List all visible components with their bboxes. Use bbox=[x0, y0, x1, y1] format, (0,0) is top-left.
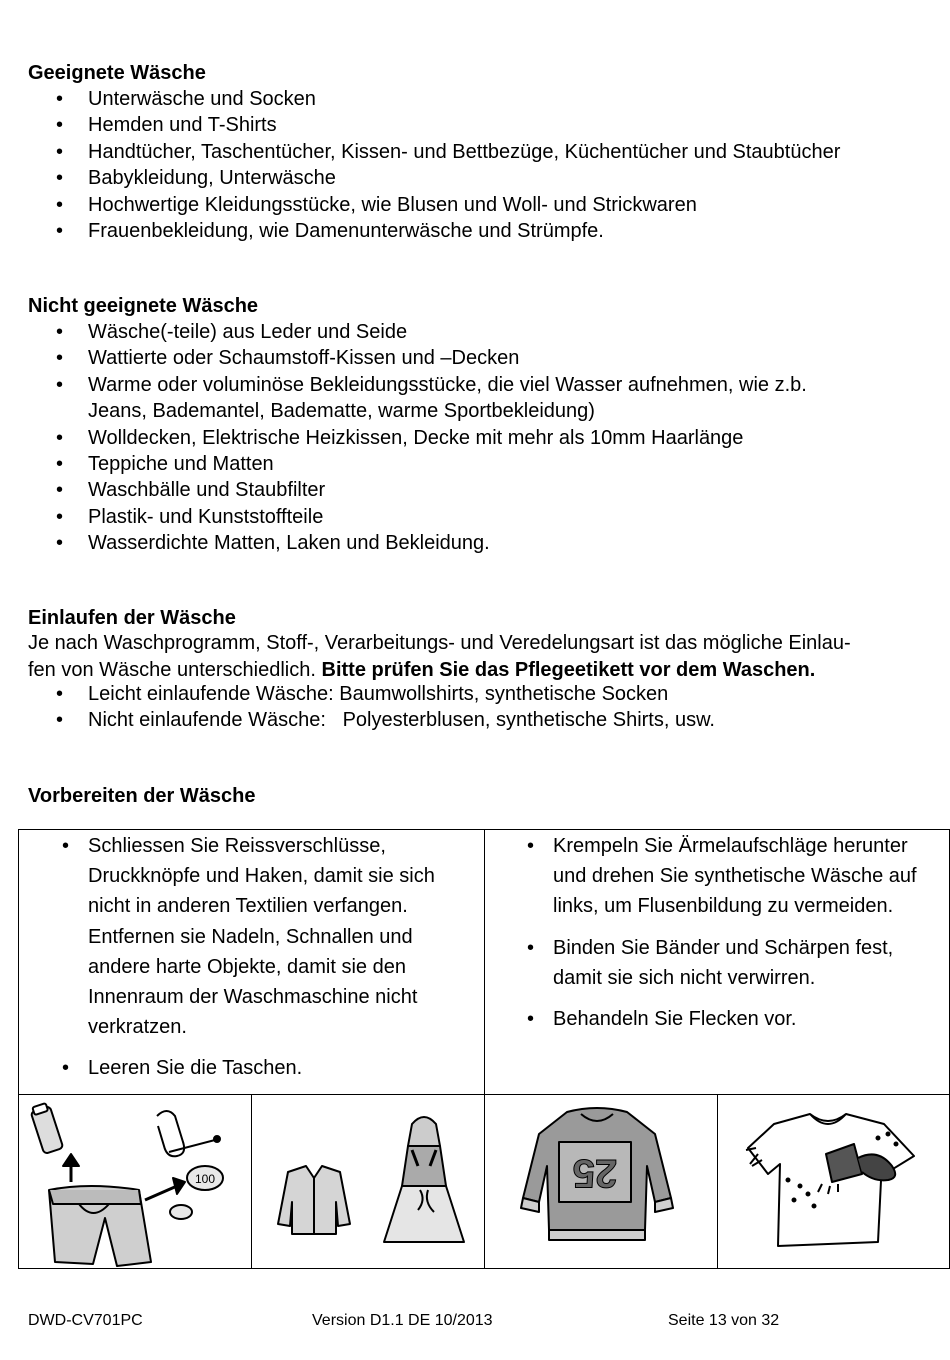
list-item: • Unterwäsche und Socken bbox=[0, 86, 840, 112]
list-item: • Wasserdichte Matten, Laken und Bekleidung. bbox=[0, 530, 807, 556]
illustration-turn-inside-out bbox=[484, 1094, 717, 1268]
list-item: • Teppiche und Matten bbox=[0, 451, 807, 477]
preparation-heading: Vorbereiten der Wäsche bbox=[28, 785, 256, 807]
list-item: • Schliessen Sie Reissverschlüsse, Druckknöpfe und Haken, damit sie sich nicht in anderen Textilien verfangen. Entfernen sie Nadeln, Schnallen und andere harte Objekte, damit sie den Innenraum der Waschmaschine nicht verkratzen. bbox=[88, 831, 478, 1042]
preparation-table bbox=[18, 829, 950, 1269]
shrinking-text-bold: Bitte prüfen Sie das Pflegeetikett vor dem Waschen. bbox=[321, 658, 816, 681]
sweater-label: 25 bbox=[572, 1151, 618, 1195]
list-item: • Nicht einlaufende Wäsche: Polyesterblusen, synthetische Shirts, usw. bbox=[0, 707, 715, 733]
trousers-pocket-illustration bbox=[19, 1094, 249, 1268]
list-item: • Hemden und T-Shirts bbox=[0, 112, 840, 138]
illustration-zippers bbox=[251, 1094, 484, 1268]
list-item: • Wolldecken, Elektrische Heizkissen, Decke mit mehr als 10mm Haarlänge bbox=[0, 425, 807, 451]
list-item: • Leicht einlaufende Wäsche: Baumwollshirts, synthetische Socken bbox=[0, 681, 715, 707]
list-item: • Hochwertige Kleidungsstücke, wie Blusen und Woll- und Strickwaren bbox=[0, 192, 840, 218]
shrinking-text-line1: Je nach Waschprogramm, Stoff-, Verarbeitungs- und Veredelungsart ist das mögliche Einlau- bbox=[28, 632, 851, 654]
tshirt-brush-illustration bbox=[718, 1094, 950, 1268]
list-item: • Behandeln Sie Flecken vor. bbox=[553, 1004, 945, 1034]
illustration-row bbox=[19, 1094, 949, 1268]
preparation-right-list bbox=[553, 831, 945, 1045]
list-item: • Binden Sie Bänder und Schärpen fest, damit sie sich nicht verwirren. bbox=[553, 933, 945, 993]
shrinking-text-line2: fen von Wäsche unterschiedlich. bbox=[28, 658, 316, 681]
preparation-text-row bbox=[19, 830, 949, 1095]
suitable-list bbox=[0, 86, 840, 244]
illustration-empty-pockets bbox=[19, 1094, 251, 1268]
list-item-continuation: Jeans, Bademantel, Badematte, warme Sportbekleidung) bbox=[88, 400, 595, 423]
suitable-heading: Geeignete Wäsche bbox=[28, 62, 206, 84]
unsuitable-heading: Nicht geeignete Wäsche bbox=[28, 295, 259, 317]
list-item: • Frauenbekleidung, wie Damenunterwäsche und Strümpfe. bbox=[0, 218, 840, 244]
illustration-pretreat-stains bbox=[717, 1094, 949, 1268]
list-item: • Krempeln Sie Ärmelaufschläge herunter und drehen Sie synthetische Wäsche auf links, um Flusenbildung zu vermeiden. bbox=[553, 831, 945, 922]
unsuitable-list bbox=[0, 319, 807, 557]
shrinking-text bbox=[28, 630, 928, 683]
shrinking-list bbox=[0, 681, 715, 734]
list-item: • Leeren Sie die Taschen. bbox=[88, 1053, 478, 1083]
footer-page-number: Seite 13 von 32 bbox=[668, 1312, 780, 1329]
list-item: • Waschbälle und Staubfilter bbox=[0, 477, 807, 503]
preparation-cell-right bbox=[485, 830, 949, 1094]
footer-version: Version D1.1 DE 10/2013 bbox=[312, 1312, 493, 1329]
footer-model: DWD-CV701PC bbox=[28, 1312, 143, 1329]
list-item: • Wäsche(-teile) aus Leder und Seide bbox=[0, 319, 807, 345]
list-item: • Handtücher, Taschentücher, Kissen- und Bettbezüge, Küchentücher und Staubtücher bbox=[0, 139, 840, 165]
preparation-left-list bbox=[19, 831, 478, 1095]
preparation-cell-left bbox=[19, 830, 485, 1094]
shrinking-heading: Einlaufen der Wäsche bbox=[28, 607, 236, 629]
jacket-and-dress-illustration bbox=[252, 1094, 484, 1268]
coin-label: 100 bbox=[194, 1172, 216, 1186]
list-item: • Warme oder voluminöse Bekleidungsstücke, die viel Wasser aufnehmen, wie z.b. bbox=[0, 372, 807, 398]
list-item: • Wattierte oder Schaumstoff-Kissen und –Decken bbox=[0, 345, 807, 371]
sweater-illustration bbox=[485, 1094, 717, 1268]
list-item: • Plastik- und Kunststoffteile bbox=[0, 504, 807, 530]
list-item: • Babykleidung, Unterwäsche bbox=[0, 165, 840, 191]
